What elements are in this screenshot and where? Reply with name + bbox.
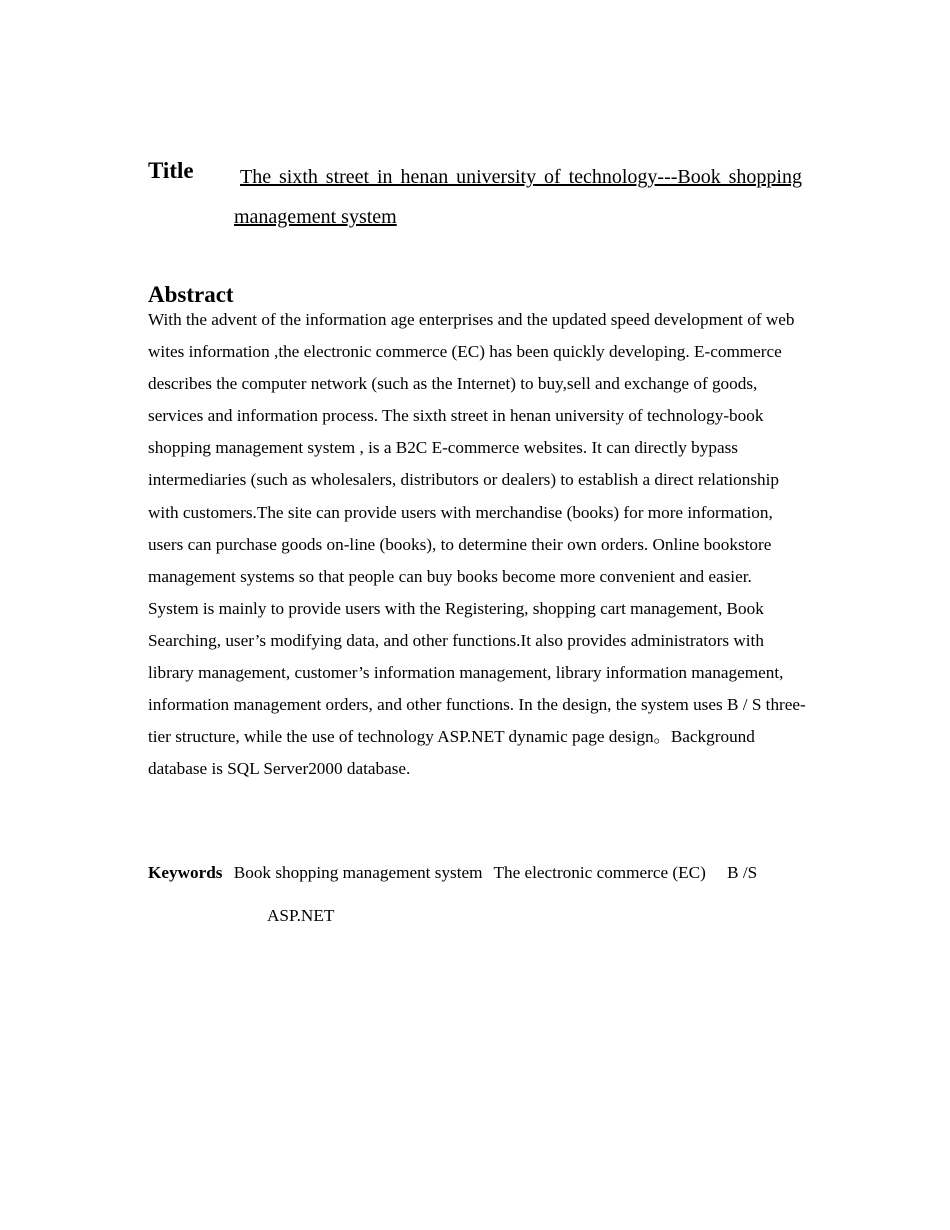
keyword-item: B /S <box>727 863 758 882</box>
keywords-label: Keywords <box>148 863 223 882</box>
title-label: Title <box>148 158 194 183</box>
keyword-item: Book shopping management system <box>233 863 483 882</box>
abstract-heading: Abstract <box>148 282 234 307</box>
abstract-body <box>148 304 808 785</box>
keywords-line <box>148 857 808 889</box>
document-title: The sixth street in henan university of technology---Book shopping management system <box>234 166 802 228</box>
abstract-paragraph: System is mainly to provide users with the Registering, shopping cart management, Book Searching, user’s modifying data, and other functions.It also provides administrators with library management, customer’s information management, library information management, information management orders, and other functions. In the design, the system uses B / S three-tier structure, while the use of technology ASP.NET dynamic page design。Background database is SQL Server2000 database. <box>148 598 806 779</box>
keyword-item: The electronic commerce (EC) <box>493 863 706 882</box>
abstract-paragraph: With the advent of the information age enterprises and the updated speed development of web wites information ,the electronic commerce (EC) has been quickly developing. E-commerce describes the computer network (such as the Internet) to buy,sell and exchange of goods, services and information process. The sixth street in henan university of technology-book shopping management system , is a B2C E-commerce websites. It can directly bypass intermediaries (such as wholesalers, distributors or dealers) to establish a direct relationship with customers.The site can provide users with merchandise (books) for more information, users can purchase goods on-line (books), to determine their own orders. Online bookstore management systems so that people can buy books become more convenient and easier. <box>148 310 795 586</box>
keyword-item: ASP.NET <box>267 906 335 925</box>
